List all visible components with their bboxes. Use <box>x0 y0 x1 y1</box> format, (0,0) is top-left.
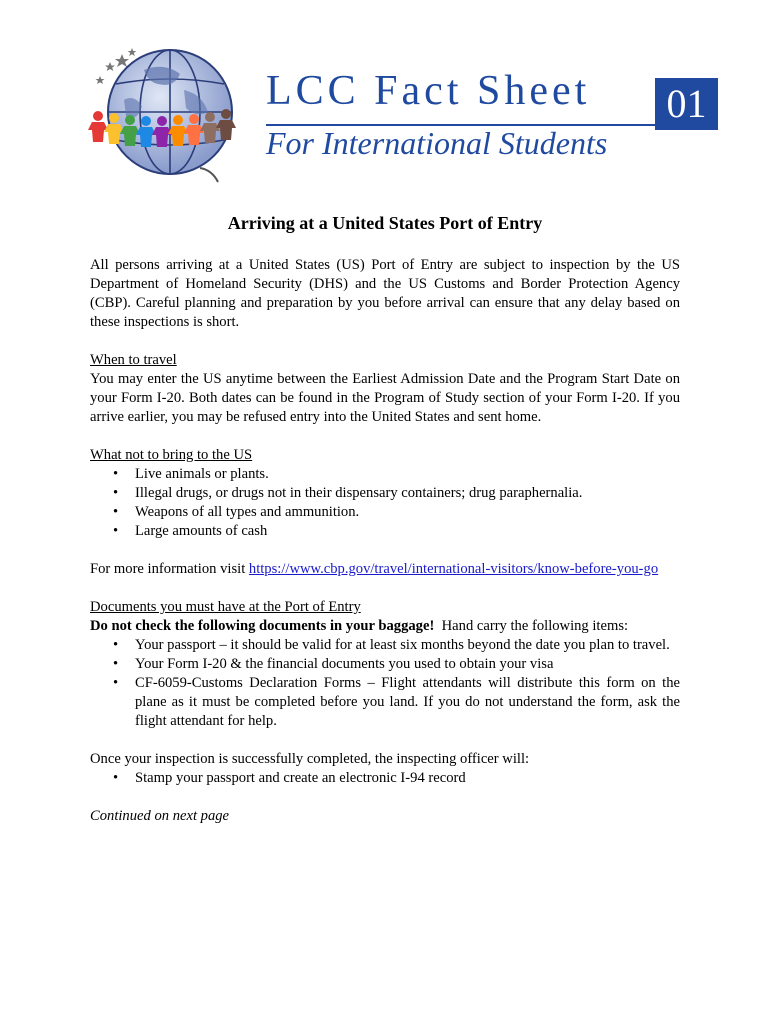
list-item: • Your Form I-20 & the financial documents you used to obtain your visa <box>135 655 680 674</box>
globe-logo <box>84 40 256 190</box>
page-subtitle: For International Students <box>266 125 608 161</box>
what-not-to-bring-list <box>90 465 680 541</box>
more-info-line <box>90 560 680 579</box>
documents-warning <box>90 617 680 636</box>
when-to-travel-section <box>90 351 680 427</box>
list-item: • Your passport – it should be valid for at least six months beyond the date you plan to travel. <box>135 636 680 655</box>
list-item: • Stamp your passport and create an electronic I-94 record <box>135 769 680 788</box>
documents-list <box>90 636 680 731</box>
sheet-number-badge: 01 <box>655 78 718 130</box>
intro-paragraph: All persons arriving at a United States (US) Port of Entry are subject to inspection by the US Department of Homeland Security (DHS) and the US Customs and Border Protection Agency (CBP). Careful planning and preparation by you before arrival can ensure that any delay based on these inspections is short. <box>90 257 680 330</box>
more-info-prefix: For more information visit <box>90 561 249 577</box>
documents-warning-bold: Do not check the following documents in your baggage! <box>90 618 435 634</box>
what-not-to-bring-title: What not to bring to the US <box>90 447 253 463</box>
when-to-travel-text: You may enter the US anytime between the Earliest Admission Date and the Program Start Date on your Form I-20. Both dates can be found in the Program of Study section of your Form I-20. If you arrive earlier, you may be refused entry into the United States and sent home. <box>90 371 680 425</box>
list-item: • Large amounts of cash <box>135 522 680 541</box>
documents-title: Documents you must have at the Port of Entry <box>90 599 361 615</box>
inspection-section <box>90 750 680 788</box>
list-item: • Weapons of all types and ammunition. <box>135 503 680 522</box>
continued-note: Continued on next page <box>90 808 230 824</box>
documents-warning-text: Hand carry the following items: <box>434 618 629 634</box>
inspection-list <box>90 769 680 788</box>
when-to-travel-title: When to travel <box>90 352 177 368</box>
list-item: • CF-6059-Customs Declaration Forms – Flight attendants will distribute this form on the plane as it must be completed before you land. If you do not understand the form, ask the flight attendant for help. <box>135 674 680 731</box>
page-title: LCC Fact Sheet <box>266 68 591 114</box>
section-heading: Arriving at a United States Port of Entry <box>227 213 543 233</box>
what-not-to-bring-section <box>90 446 680 541</box>
list-item: • Live animals or plants. <box>135 465 680 484</box>
cbp-link[interactable]: https://www.cbp.gov/travel/international-visitors/know-before-you-go <box>248 561 659 577</box>
inspection-text: Once your inspection is successfully completed, the inspecting officer will: <box>90 751 530 767</box>
documents-section <box>90 598 680 731</box>
document-body <box>90 212 680 845</box>
list-item: • Illegal drugs, or drugs not in their dispensary containers; drug paraphernalia. <box>135 484 680 503</box>
